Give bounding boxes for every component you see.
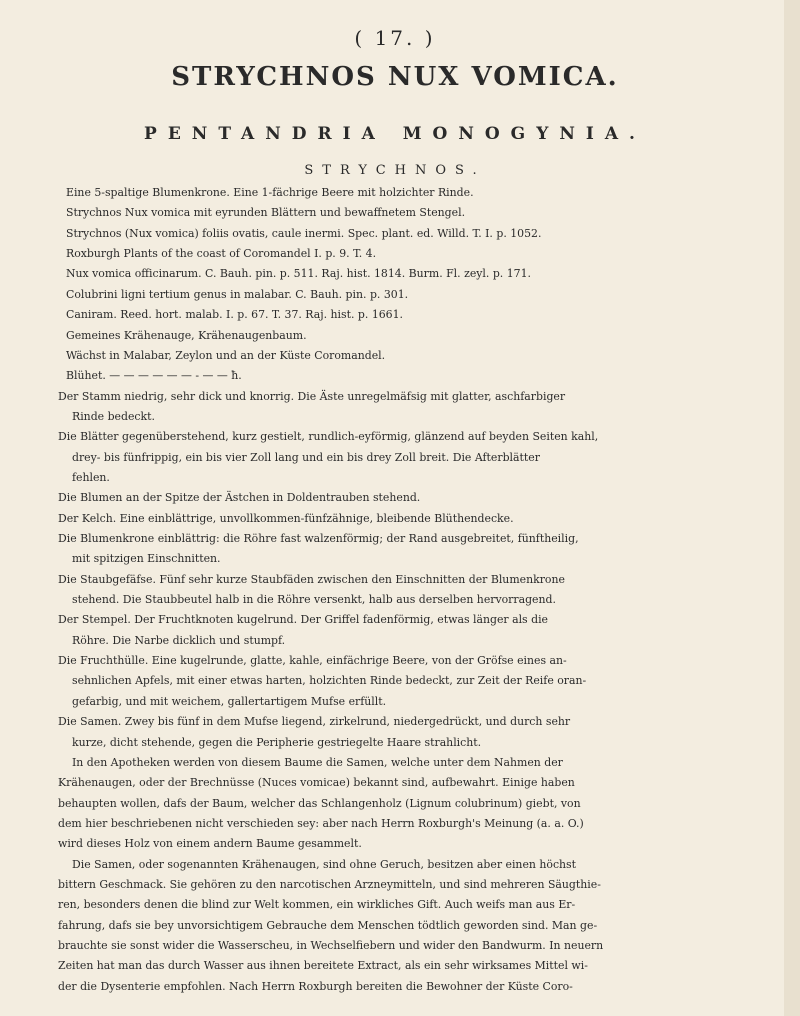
text-line: der die Dysenterie empfohlen. Nach Herrn Roxburgh bereiten die Bewohner der Küste Coro- bbox=[58, 979, 573, 993]
linnaean-class-heading: PENTANDRIA MONOGYNIA. bbox=[144, 124, 646, 144]
text-line: fehlen. bbox=[72, 470, 110, 484]
text-line: kurze, dicht stehende, gegen die Peripherie gestriegelte Haare strahlicht. bbox=[72, 735, 482, 749]
text-line: Der Stempel. Der Fruchtknoten kugelrund. Der Griffel fadenförmig, etwas länger als die bbox=[58, 613, 548, 627]
text-line: Strychnos (Nux vomica) foliis ovatis, caule inermi. Spec. plant. ed. Willd. T. I. p. 1052. bbox=[66, 226, 542, 240]
page-edge bbox=[784, 0, 800, 1016]
text-line: Röhre. Die Narbe dicklich und stumpf. bbox=[72, 633, 286, 647]
text-line: ren, besonders denen die blind zur Welt kommen, ein wirkliches Gift. Auch weifs man aus Er- bbox=[58, 898, 576, 912]
text-line: Nux vomica officinarum. C. Bauh. pin. p. 511. Raj. hist. 1814. Burm. Fl. zeyl. p. 171. bbox=[66, 267, 531, 281]
text-line: behaupten wollen, dafs der Baum, welcher das Schlangenholz (Lignum colubrinum) giebt, von bbox=[58, 796, 581, 810]
text-line: Zeiten hat man das durch Wasser aus ihnen bereitete Extract, als ein sehr wirksames Mittel wi- bbox=[58, 959, 588, 973]
text-line: Roxburgh Plants of the coast of Coromandel I. p. 9. T. 4. bbox=[66, 247, 377, 261]
text-line: Blühet. — — — — — — - — — ħ. bbox=[66, 369, 242, 383]
text-line: bittern Geschmack. Sie gehören zu den narcotischen Arzneymitteln, und sind mehreren Säugthie- bbox=[58, 877, 601, 891]
text-line: Gemeines Krähenauge, Krähenaugenbaum. bbox=[66, 328, 307, 342]
text-line: wird dieses Holz von einem andern Baume gesammelt. bbox=[58, 837, 362, 851]
page-number: ( 17. ) bbox=[354, 26, 436, 50]
page-title: STRYCHNOS NUX VOMICA. bbox=[171, 62, 619, 92]
text-line: dem hier beschriebenen nicht verschieden sey: aber nach Herrn Roxburgh's Meinung (a. a. O.) bbox=[58, 816, 584, 830]
text-line: Colubrini ligni tertium genus in malabar. C. Bauh. pin. p. 301. bbox=[66, 287, 409, 301]
text-line: Die Samen. Zwey bis fünf in dem Mufse liegend, zirkelrund, niedergedrückt, und durch sehr bbox=[58, 715, 571, 729]
genus-heading: STRYCHNOS. bbox=[304, 163, 486, 178]
text-line: fahrung, dafs sie bey unvorsichtigem Gebrauche dem Menschen tödtlich geworden sind. Man ge- bbox=[58, 918, 598, 932]
text-line: Die Blumen an der Spitze der Ästchen in Doldentrauben stehend. bbox=[58, 491, 421, 505]
text-line: Der Stamm niedrig, sehr dick und knorrig. Die Äste unregelmäfsig mit glatter, aschfarbiger bbox=[58, 389, 566, 403]
text-line: Die Samen, oder sogenannten Krähenaugen, sind ohne Geruch, besitzen aber einen höchst bbox=[72, 857, 577, 871]
text-line: In den Apotheken werden von diesem Baume die Samen, welche unter dem Nahmen der bbox=[72, 755, 563, 769]
text-line: Strychnos Nux vomica mit eyrunden Blättern und bewaffnetem Stengel. bbox=[66, 206, 466, 220]
text-line: Die Blätter gegenüberstehend, kurz gestielt, rundlich-eyförmig, glänzend auf beyden Seiten kahl, bbox=[58, 430, 599, 444]
text-line: sehnlichen Apfels, mit einer etwas harten, holzichten Rinde bedeckt, zur Zeit der Reife oran- bbox=[72, 674, 587, 688]
text-line: gefarbig, und mit weichem, gallertartigem Mufse erfüllt. bbox=[72, 694, 387, 708]
text-line: Die Fruchthülle. Eine kugelrunde, glatte, kahle, einfächrige Beere, von der Gröfse eines an- bbox=[58, 654, 567, 668]
text-line: Die Blumenkrone einblättrig: die Röhre fast walzenförmig; der Rand ausgebreitet, fünftheilig, bbox=[58, 532, 579, 545]
text-line: Caniram. Reed. hort. malab. I. p. 67. T. 37. Raj. hist. p. 1661. bbox=[66, 308, 403, 322]
text-line: mit spitzigen Einschnitten. bbox=[72, 552, 221, 566]
text-line: Eine 5-spaltige Blumenkrone. Eine 1-fächrige Beere mit holzichter Rinde. bbox=[66, 186, 474, 199]
text-line: drey- bis fünfrippig, ein bis vier Zoll lang und ein bis drey Zoll breit. Die Afterblätter bbox=[72, 450, 540, 464]
text-line: Der Kelch. Eine einblättrige, unvollkommen-fünfzähnige, bleibende Blüthendecke. bbox=[58, 511, 514, 525]
text-line: Die Staubgefäfse. Fünf sehr kurze Staubfäden zwischen den Einschnitten der Blumenkrone bbox=[58, 572, 565, 586]
text-line: stehend. Die Staubbeutel halb in die Röhre versenkt, halb aus derselben hervorragend. bbox=[72, 593, 556, 606]
text-line: Wächst in Malabar, Zeylon und an der Küste Coromandel. bbox=[66, 348, 386, 362]
text-line: Krähenaugen, oder der Brechnüsse (Nuces vomicae) bekannt sind, aufbewahrt. Einige haben bbox=[58, 776, 575, 790]
text-line: brauchte sie sonst wider die Wasserscheu, in Wechselfiebern und wider den Bandwurm. In neuern bbox=[58, 939, 604, 952]
text-line: Rinde bedeckt. bbox=[72, 409, 155, 423]
